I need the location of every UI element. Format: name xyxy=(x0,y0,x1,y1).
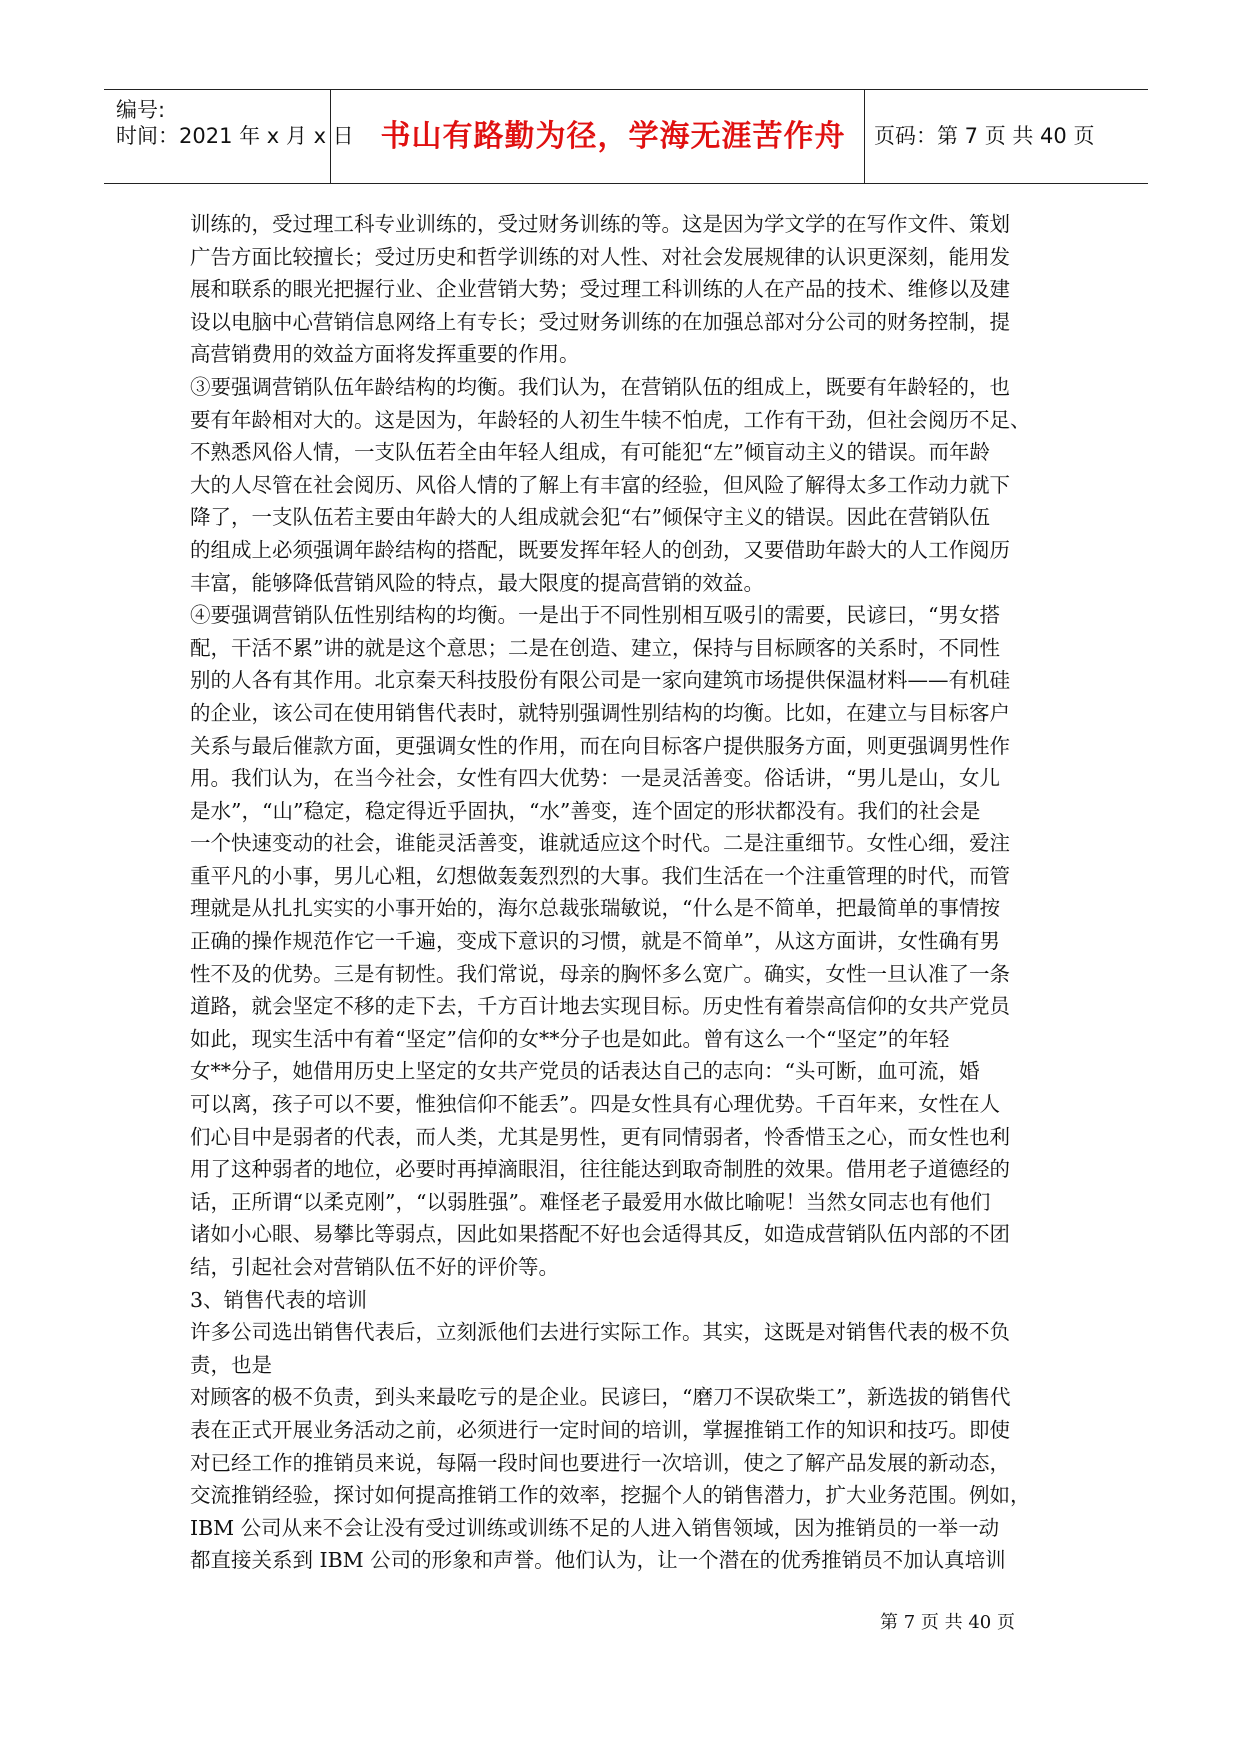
body-line: 要有年龄相对大的。这是因为，年龄轻的人初生牛犊不怕虎，工作有干劲，但社会阅历不足、 xyxy=(190,407,1031,432)
body-line: 广告方面比较擅长；受过历史和哲学训练的对人性、对社会发展规律的认识更深刻，能用发 xyxy=(190,244,1010,269)
document-body xyxy=(190,208,1090,1577)
header-divider-right xyxy=(864,90,865,183)
header-divider-left xyxy=(330,90,331,183)
body-line: 高营销费用的效益方面将发挥重要的作用。 xyxy=(190,342,580,367)
body-line: 降了，一支队伍若主要由年龄大的人组成就会犯“右”倾保守主义的错误。因此在营销队伍 xyxy=(190,505,990,530)
body-line: 道路，就会坚定不移的走下去，千方百计地去实现目标。历史性有着崇高信仰的女共产党员 xyxy=(190,994,1010,1019)
page-header xyxy=(104,89,1148,184)
body-line: 表在正式开展业务活动之前，必须进行一定时间的培训，掌握推销工作的知识和技巧。即使 xyxy=(190,1417,1010,1442)
body-line: 设以电脑中心营销信息网络上有专长；受过财务训练的在加强总部对分公司的财务控制，提 xyxy=(190,309,1010,334)
body-line: 们心目中是弱者的代表，而人类，尤其是男性，更有同情弱者，怜香惜玉之心，而女性也利 xyxy=(190,1124,1010,1149)
body-line: 话，正所谓“以柔克刚”，“以弱胜强”。难怪老子最爱用水做比喻呢！当然女同志也有他们 xyxy=(190,1189,991,1214)
body-line: 是水”，“山”稳定，稳定得近乎固执，“水”善变，连个固定的形状都没有。我们的社会是 xyxy=(190,798,981,823)
body-line: 训练的，受过理工科专业训练的，受过财务训练的等。这是因为学文学的在写作文件、策划 xyxy=(190,212,1010,236)
header-page-number: 页码：第 7 页 共 40 页 xyxy=(874,124,1095,148)
body-line: 诸如小心眼、易攀比等弱点，因此如果搭配不好也会适得其反，如造成营销队伍内部的不团 xyxy=(190,1222,1010,1247)
body-line: 一个快速变动的社会，谁能灵活善变，谁就适应这个时代。二是注重细节。女性心细，爱注 xyxy=(190,831,1010,856)
body-line: 可以离，孩子可以不要，惟独信仰不能丢”。四是女性具有心理优势。千百年来，女性在人 xyxy=(190,1092,1000,1117)
body-line: 许多公司选出销售代表后，立刻派他们去进行实际工作。其实，这既是对销售代表的极不负 xyxy=(190,1320,1010,1345)
body-line: 关系与最后催款方面，更强调女性的作用，而在向目标客户提供服务方面，则更强调男性作 xyxy=(190,733,1010,758)
body-line: 丰富，能够降低营销风险的特点，最大限度的提高营销的效益。 xyxy=(190,570,764,595)
body-line: IBM 公司从来不会让没有受过训练或训练不足的人进入销售领域，因为推销员的一举一动 xyxy=(190,1515,1000,1540)
page-footer: 第 7 页 共 40 页 xyxy=(880,1612,1015,1633)
body-line: 交流推销经验，探讨如何提高推销工作的效率，挖掘个人的销售潜力，扩大业务范围。例如， xyxy=(190,1483,1031,1508)
body-line: 不熟悉风俗人情，一支队伍若全由年轻人组成，有可能犯“左”倾盲动主义的错误。而年龄 xyxy=(190,440,990,465)
body-line: 用了这种弱者的地位，必要时再掉滴眼泪，往往能达到取奇制胜的效果。借用老子道德经的 xyxy=(190,1157,1010,1182)
body-line: ④要强调营销队伍性别结构的均衡。一是出于不同性别相互吸引的需要，民谚曰，“男女搭 xyxy=(190,603,1000,628)
body-line: ③要强调营销队伍年龄结构的均衡。我们认为，在营销队伍的组成上，既要有年龄轻的，也 xyxy=(190,374,1010,399)
body-line: 3、销售代表的培训 xyxy=(190,1287,368,1312)
body-line: 女**分子，她借用历史上坚定的女共产党员的话表达自己的志向：“头可断，血可流，婚 xyxy=(190,1059,980,1084)
body-line: 对已经工作的推销员来说，每隔一段时间也要进行一次培训，使之了解产品发展的新动态， xyxy=(190,1450,1010,1475)
body-line: 展和联系的眼光把握行业、企业营销大势；受过理工科训练的人在产品的技术、维修以及建 xyxy=(190,277,1010,302)
body-line: 用。我们认为，在当今社会，女性有四大优势：一是灵活善变。俗话讲，“男儿是山，女儿 xyxy=(190,766,1000,791)
body-line: 的组成上必须强调年龄结构的搭配，既要发挥年轻人的创劲，又要借助年龄大的人工作阅历 xyxy=(190,537,1010,562)
header-motto: 书山有路勤为径，学海无涯苦作舟 xyxy=(380,119,846,154)
body-line: 重平凡的小事，男儿心粗，幻想做轰轰烈烈的大事。我们生活在一个注重管理的时代，而管 xyxy=(190,863,1010,888)
body-line: 正确的操作规范作它一千遍，变成下意识的习惯，就是不简单”，从这方面讲，女性确有男 xyxy=(190,929,1000,954)
body-line: 配，干活不累”讲的就是这个意思；二是在创造、建立，保持与目标顾客的关系时，不同性 xyxy=(190,635,1000,660)
body-line: 理就是从扎扎实实的小事开始的，海尔总裁张瑞敏说，“什么是不简单，把最简单的事情按 xyxy=(190,896,1000,921)
body-line: 大的人尽管在社会阅历、风俗人情的了解上有丰富的经验，但风险了解得太多工作动力就下 xyxy=(190,472,1010,497)
body-line: 都直接关系到 IBM 公司的形象和声誉。他们认为，让一个潜在的优秀推销员不加认真培训 xyxy=(190,1548,1006,1573)
body-line: 的企业，该公司在使用销售代表时，就特别强调性别结构的均衡。比如，在建立与目标客户 xyxy=(190,700,1010,725)
body-line: 别的人各有其作用。北京秦天科技股份有限公司是一家向建筑市场提供保温材料——有机硅 xyxy=(190,668,1010,693)
document-date: 时间：2021 年 x 月 x 日 xyxy=(116,124,354,148)
body-line: 责，也是 xyxy=(190,1352,272,1377)
body-line: 如此，现实生活中有着“坚定”信仰的女**分子也是如此。曾有这么一个“坚定”的年轻 xyxy=(190,1026,950,1051)
body-line: 对顾客的极不负责，到头来最吃亏的是企业。民谚曰，“磨刀不误砍柴工”，新选拔的销售代 xyxy=(190,1385,1011,1410)
body-line: 结，引起社会对营销队伍不好的评价等。 xyxy=(190,1255,559,1279)
body-line: 性不及的优势。三是有韧性。我们常说，母亲的胸怀多么宽广。确实，女性一旦认准了一条 xyxy=(190,961,1010,986)
document-number-label: 编号: xyxy=(116,98,166,122)
